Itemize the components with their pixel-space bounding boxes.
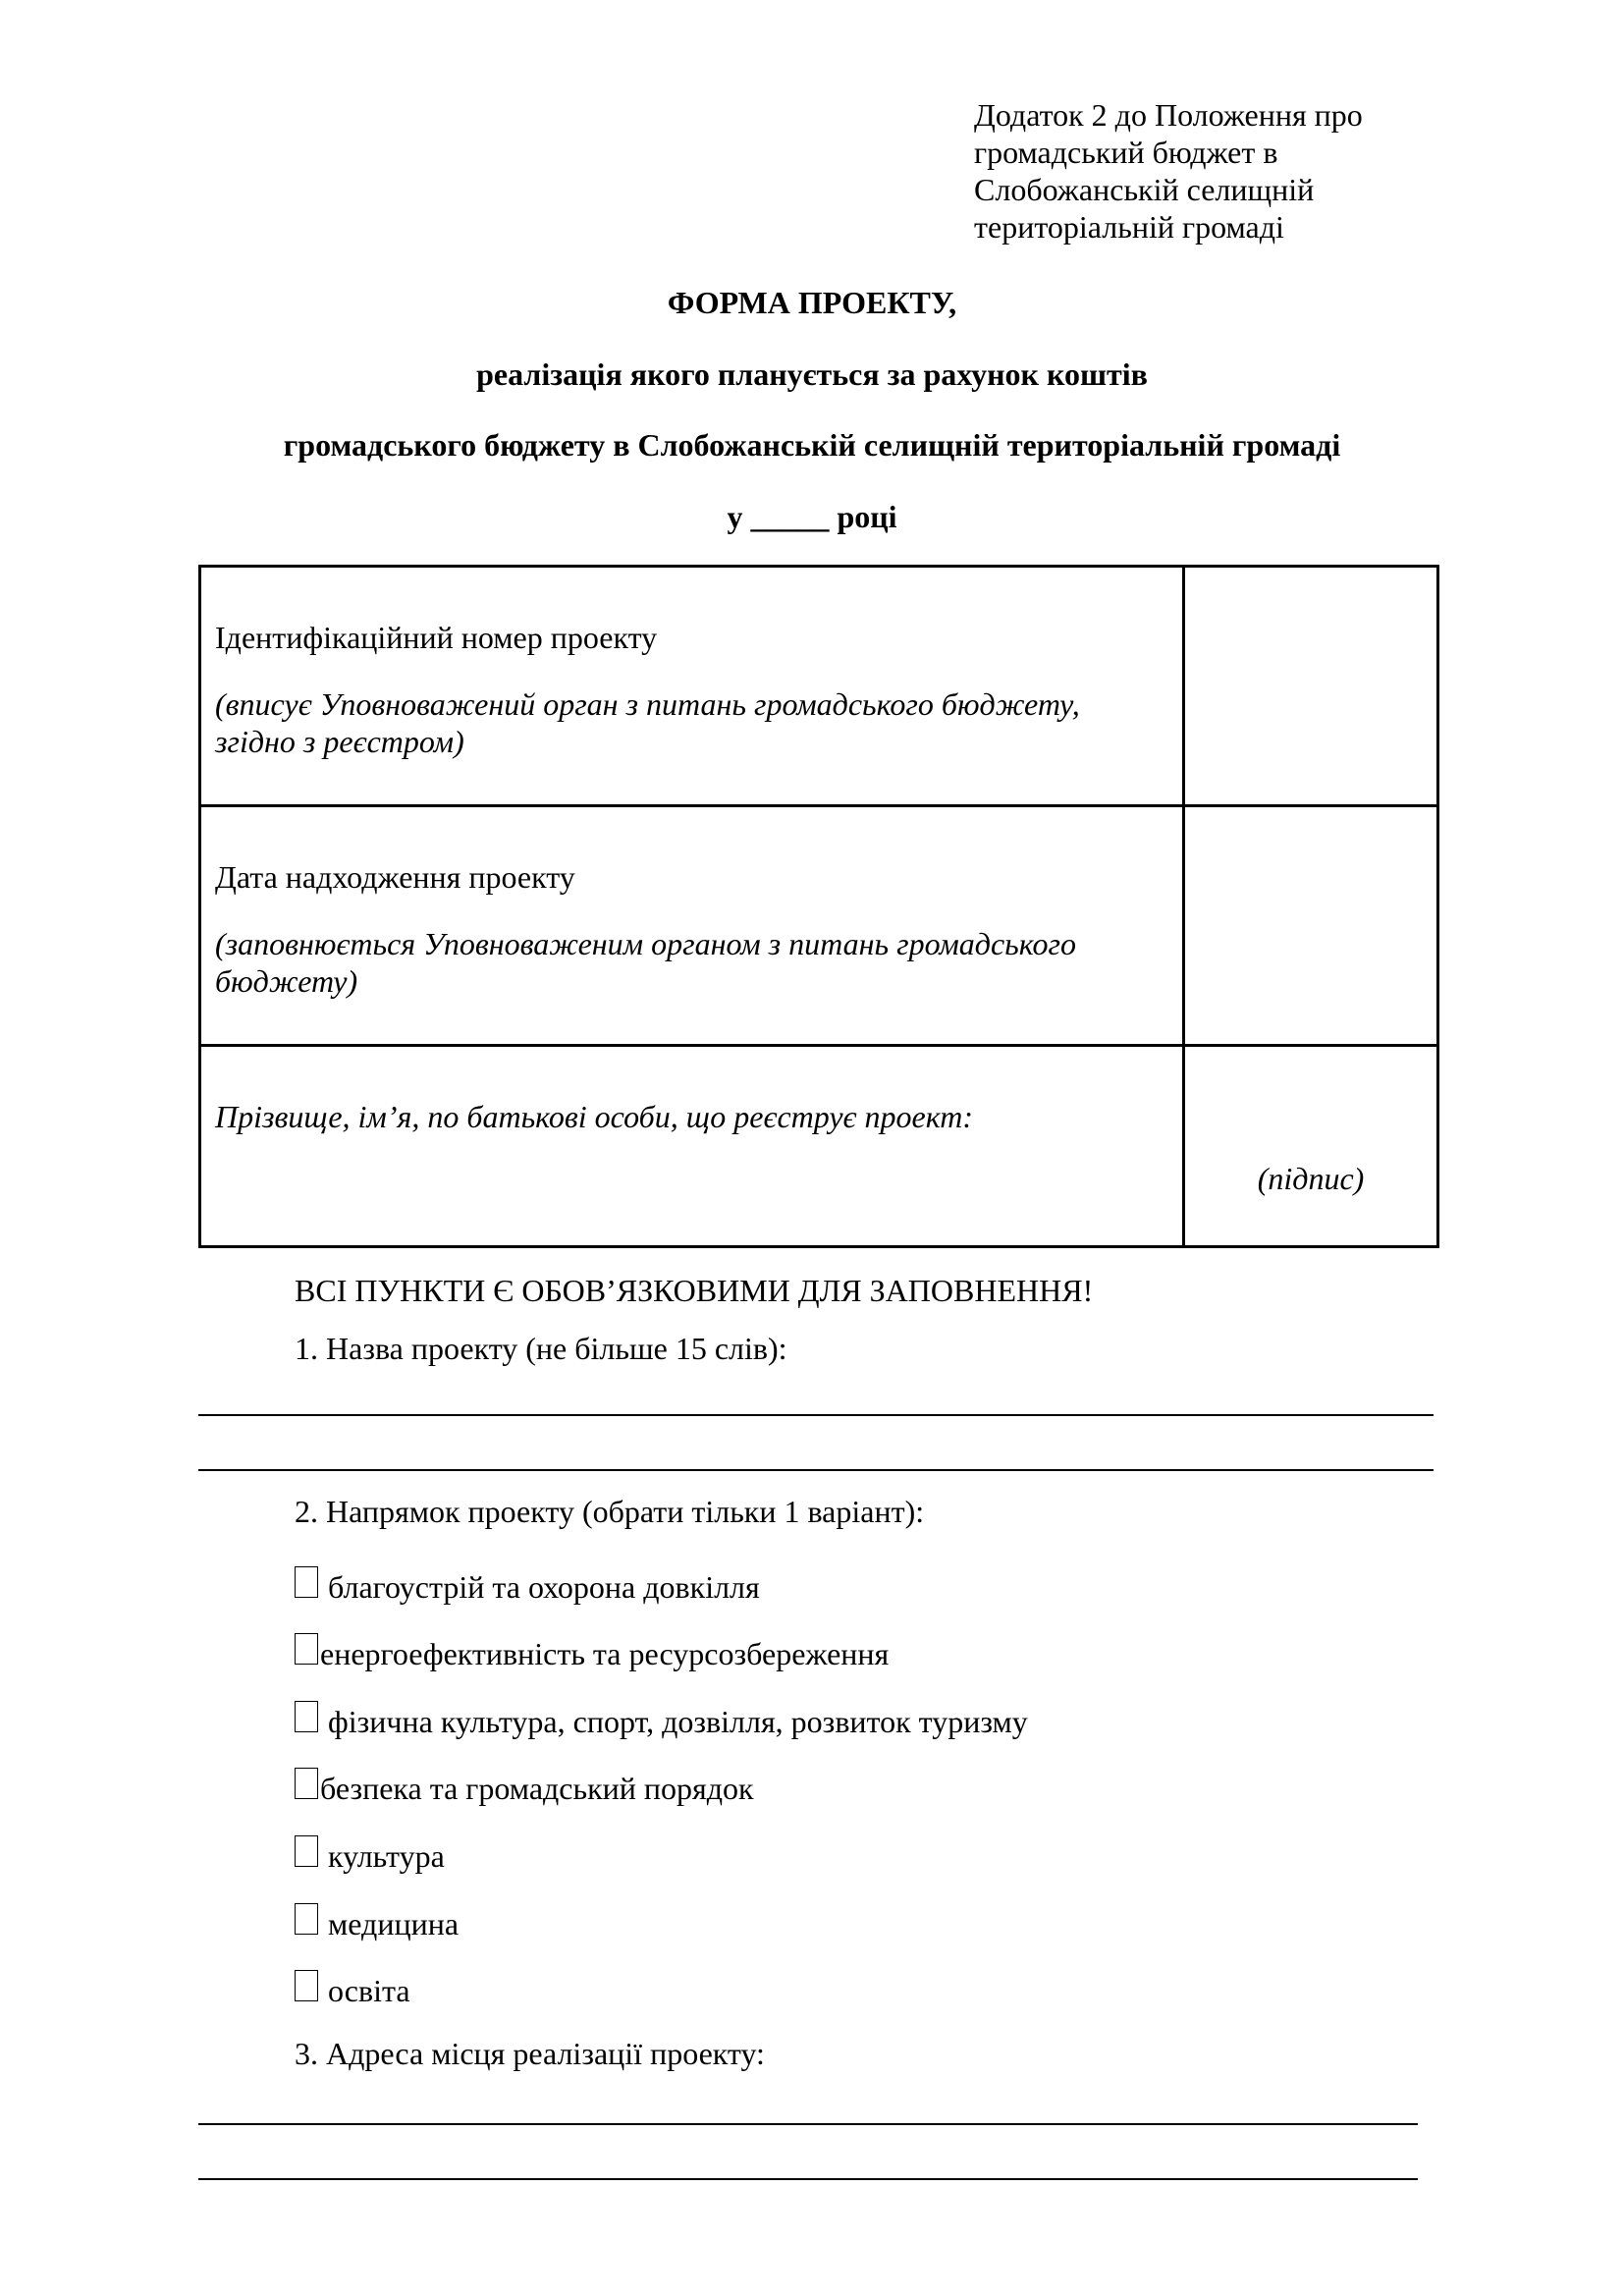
checkbox-empty-icon[interactable] xyxy=(295,1768,318,1799)
table-row xyxy=(200,806,1438,1046)
option-public-safety[interactable] xyxy=(295,1770,754,1807)
appendix-line: Слобожанській селищній xyxy=(974,172,1315,207)
registrar-name-cell[interactable] xyxy=(200,1046,1184,1247)
address-line-2[interactable] xyxy=(198,2178,1418,2180)
project-id-value-cell[interactable] xyxy=(1184,567,1438,806)
appendix-line: територіальній громаді xyxy=(974,209,1284,245)
option-education[interactable] xyxy=(295,1972,410,2009)
receipt-date-note-line2: бюджету) xyxy=(215,963,358,999)
checkbox-empty-icon[interactable] xyxy=(295,1903,318,1935)
option-medicine[interactable] xyxy=(295,1905,459,1942)
registrar-name-label: Прізвище, ім’я, по батькові особи, що реєструє проект: xyxy=(215,1099,974,1134)
receipt-date-label: Дата надходження проекту xyxy=(215,859,575,895)
project-id-note-line2: згідно з реєстром) xyxy=(215,724,464,759)
checkbox-empty-icon[interactable] xyxy=(295,1970,318,2001)
option-label: медицина xyxy=(328,1906,460,1941)
receipt-date-label-cell xyxy=(200,806,1184,1046)
option-label: культура xyxy=(328,1838,445,1874)
project-id-note-line1: (вписує Уповноважений орган з питань громадського бюджету, xyxy=(215,686,1080,722)
checkbox-empty-icon[interactable] xyxy=(295,1633,318,1665)
project-id-label-cell xyxy=(200,567,1184,806)
registration-table xyxy=(198,565,1439,1248)
option-label: благоустрій та охорона довкілля xyxy=(328,1569,760,1605)
project-name-line-2[interactable] xyxy=(198,1469,1434,1471)
question-1-label: 1. Назва проекту (не більше 15 слів): xyxy=(295,1331,787,1366)
address-line-1[interactable] xyxy=(198,2123,1418,2125)
form-year-line: у _____ році xyxy=(727,499,897,534)
form-title: ФОРМА ПРОЕКТУ, xyxy=(667,285,957,320)
option-label: освіта xyxy=(328,1973,410,2008)
option-label: безпека та громадський порядок xyxy=(320,1771,754,1806)
table-row xyxy=(200,1046,1438,1247)
table-row xyxy=(200,567,1438,806)
signature-label: (підпис) xyxy=(1257,1161,1365,1196)
appendix-line: громадський бюджет в xyxy=(974,135,1278,170)
option-label: енергоефективність та ресурсозбереження xyxy=(320,1636,890,1671)
receipt-date-note-line1: (заповнюється Уповноваженим органом з питань громадського xyxy=(215,926,1076,961)
receipt-date-value-cell[interactable] xyxy=(1184,806,1438,1046)
option-culture[interactable] xyxy=(295,1837,445,1875)
question-3-label: 3. Адреса місця реалізації проекту: xyxy=(295,2036,765,2071)
appendix-note xyxy=(974,96,1485,246)
option-sport-tourism[interactable] xyxy=(295,1703,1028,1740)
appendix-line: Додаток 2 до Положення про xyxy=(974,97,1363,133)
signature-cell[interactable] xyxy=(1184,1046,1438,1247)
form-subtitle-line1: реалізація якого планується за рахунок коштів xyxy=(476,356,1148,392)
mandatory-notice: ВСІ ПУНКТИ Є ОБОВ’ЯЗКОВИМИ ДЛЯ ЗАПОВНЕННЯ! xyxy=(295,1273,1094,1308)
question-2-label: 2. Напрямок проекту (обрати тільки 1 варіант): xyxy=(295,1494,925,1529)
option-landscaping[interactable] xyxy=(295,1568,760,1606)
checkbox-empty-icon[interactable] xyxy=(295,1701,318,1732)
option-label: фізична культура, спорт, дозвілля, розвиток туризму xyxy=(328,1704,1028,1739)
option-energy-efficiency[interactable] xyxy=(295,1635,889,1672)
checkbox-empty-icon[interactable] xyxy=(295,1835,318,1867)
project-name-line-1[interactable] xyxy=(198,1414,1434,1416)
checkbox-empty-icon[interactable] xyxy=(295,1566,318,1598)
form-subtitle-line2: громадського бюджету в Слобожанській селищній територіальній громаді xyxy=(283,427,1341,463)
project-id-label: Ідентифікаційний номер проекту xyxy=(215,620,658,655)
